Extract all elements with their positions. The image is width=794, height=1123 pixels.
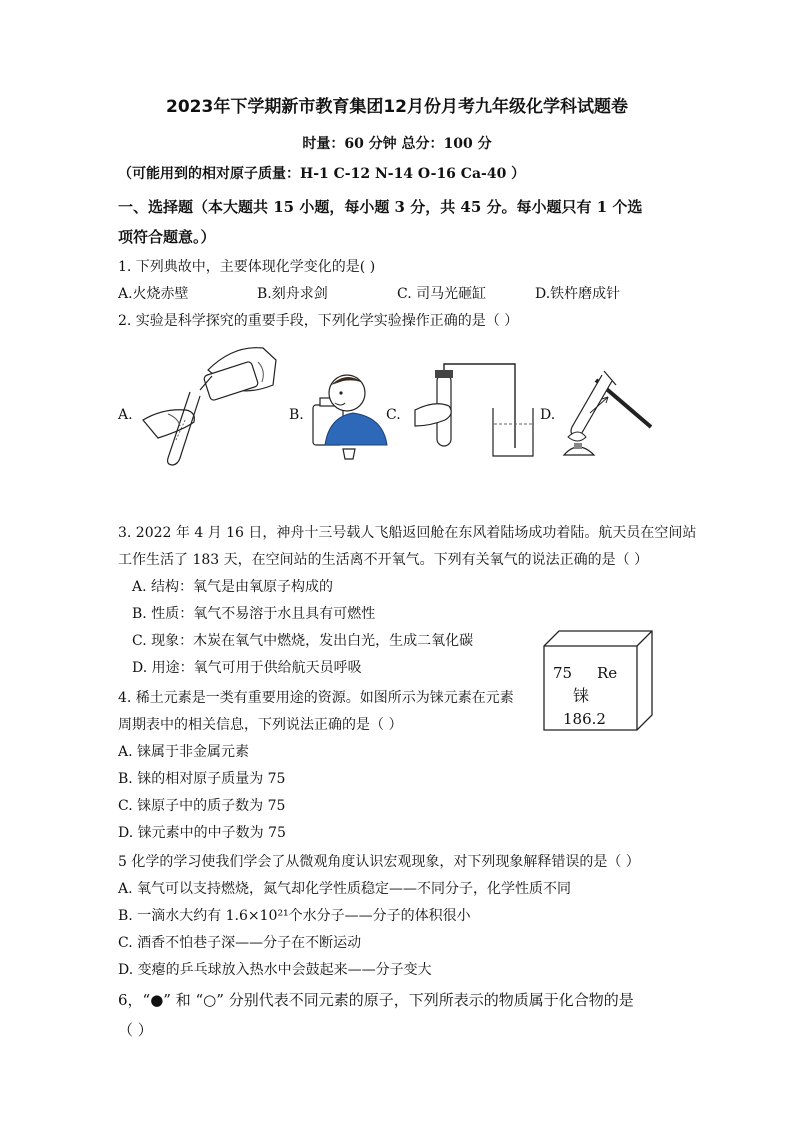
q2-label-c: C.	[386, 407, 401, 423]
atomic-masses-note: （可能用到的相对原子质量：H-1 C-12 N-14 O-16 Ca-40 ）	[118, 166, 526, 182]
q1-stem: 1. 下列典故中，主要体现化学变化的是( )	[118, 259, 376, 275]
section-heading-line2: 项符合题意。）	[118, 228, 216, 246]
q6-stem-line1: 6，“●” 和 “○” 分别代表不同元素的原子，下列所表示的物质属于化合物的是	[118, 991, 634, 1009]
q1-option-b: B.刻舟求剑	[257, 286, 328, 302]
q3-option-c: C. 现象：木炭在氧气中燃烧，发出白光，生成二氧化碳	[132, 633, 474, 649]
q5-option-d: D. 变瘪的乒乓球放入热水中会鼓起来——分子变大	[118, 962, 432, 978]
q2-label-a: A.	[118, 407, 133, 423]
q4-option-a: A. 铼属于非金属元素	[118, 744, 250, 760]
q2-label-b: B.	[289, 407, 304, 423]
q2-label-d: D.	[540, 407, 556, 423]
smelling-gas-figure	[303, 365, 393, 465]
q4-option-b: B. 铼的相对原子质量为 75	[118, 771, 286, 787]
q2-stem: 2. 实验是科学探究的重要手段，下列化学实验操作正确的是（ ）	[118, 313, 519, 329]
heating-liquid-figure	[556, 355, 661, 463]
q4-option-c: C. 铼原子中的质子数为 75	[118, 798, 286, 814]
q3-stem-line2: 工作生活了 183 天，在空间站的生活离不开氧气。下列有关氧气的说法正确的是（ ）	[118, 552, 649, 568]
element-name: 铼	[573, 686, 590, 705]
q4-stem-line1: 4. 稀土元素是一类有重要用途的资源。如图所示为铼元素在元素	[118, 690, 514, 706]
q1-option-a: A.火烧赤壁	[118, 286, 189, 302]
pouring-liquid-figure	[138, 340, 280, 468]
q3-option-b: B. 性质：氧气不易溶于水且具有可燃性	[132, 606, 376, 622]
element-cell-rhenium	[543, 630, 653, 731]
page-title: 2023年下学期新市教育集团12月份月考九年级化学科试题卷	[166, 97, 628, 117]
q5-stem: 5 化学的学习使我们学会了从微观角度认识宏观现象，对下列现象解释错误的是（ ）	[118, 854, 640, 870]
time-score-line: 时量：60 分钟 总分：100 分	[302, 136, 492, 152]
q5-option-a: A. 氧气可以支持燃烧，氮气却化学性质稳定——不同分子，化学性质不同	[118, 881, 572, 897]
element-atomic-mass: 186.2	[563, 710, 606, 728]
q6-stem-line2: （ ）	[118, 1021, 153, 1039]
q4-option-d: D. 铼元素中的中子数为 75	[118, 825, 286, 841]
element-symbol: Re	[597, 664, 618, 682]
gas-tightness-check-figure	[405, 360, 535, 460]
section-heading-line1: 一、选择题（本大题共 15 小题，每小题 3 分，共 45 分。每小题只有 1 个选	[118, 198, 643, 216]
q4-stem-line2: 周期表中的相关信息，下列说法正确的是（ ）	[118, 717, 403, 733]
q5-option-b: B. 一滴水大约有 1.6×10²¹个水分子——分子的体积很小	[118, 908, 471, 924]
q5-option-c: C. 酒香不怕巷子深——分子在不断运动	[118, 935, 362, 951]
q3-option-d: D. 用途：氧气可用于供给航天员呼吸	[132, 660, 362, 676]
q1-option-c: C. 司马光砸缸	[397, 286, 487, 302]
element-atomic-number: 75	[553, 664, 573, 682]
q3-option-a: A. 结构：氧气是由氧原子构成的	[132, 579, 334, 595]
q3-stem-line1: 3. 2022 年 4 月 16 日，神舟十三号载人飞船返回舱在东风着陆场成功着陆。航天员在空间站	[118, 525, 697, 541]
q1-option-d: D.铁杵磨成针	[535, 286, 621, 302]
